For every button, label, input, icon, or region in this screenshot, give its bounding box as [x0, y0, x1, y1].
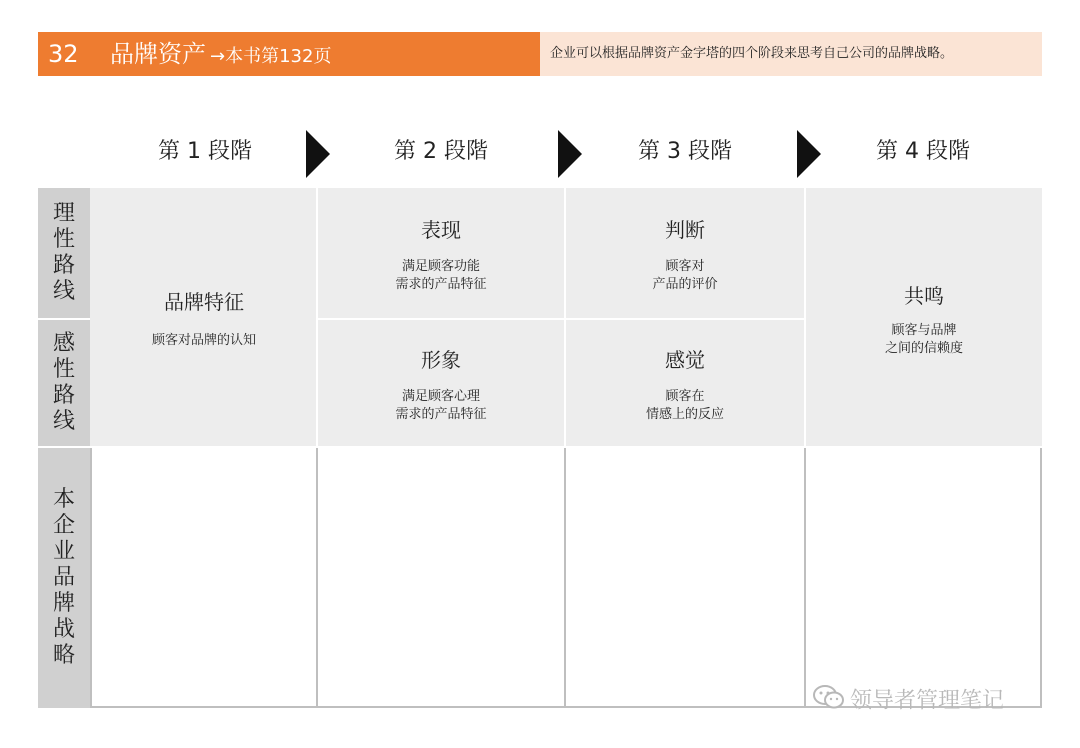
- side-label-emotional-text: 感性路线: [52, 331, 75, 434]
- side-label-emotional: [38, 320, 90, 446]
- stage2-rational-title: 表现: [421, 218, 461, 242]
- side-label-strategy-text: 本企业品牌战略: [52, 487, 75, 668]
- stage3-emotional-title: 感觉: [665, 348, 705, 372]
- watermark-text: 领导者管理笔记: [850, 688, 1005, 714]
- stage3-rational-desc: 顾客对 产品的评价: [652, 259, 718, 292]
- grid-divider: [318, 318, 804, 320]
- stage-1-label: 第 1 段階: [158, 139, 252, 164]
- stage3-emotional-desc: 顾客在 情感上的反应: [645, 389, 724, 422]
- side-label-rational-text: 理性路线: [52, 201, 75, 304]
- header-note: 企业可以根据品牌资产金字塔的四个阶段来思考自己公司的品牌战略。: [540, 32, 1042, 76]
- side-label-strategy: [38, 448, 90, 708]
- stage-3-label: 第 3 段階: [638, 139, 732, 164]
- page-title-text: 品牌资产: [110, 40, 206, 68]
- stage1-title: 品牌特征: [164, 290, 244, 314]
- page-number: 32: [48, 40, 79, 68]
- page-title: [110, 34, 331, 74]
- wechat-icon: [812, 684, 846, 719]
- stage3-rational-title: 判断: [665, 218, 705, 242]
- arrow-right-icon: [558, 130, 582, 178]
- stage2-rational-desc: 满足顾客功能 需求的产品特征: [395, 259, 487, 292]
- page-reference: →本书第132页: [210, 46, 332, 67]
- stage2-emotional-title: 形象: [421, 348, 461, 372]
- arrow-right-icon: [306, 130, 330, 178]
- stage4-title: 共鸣: [904, 284, 944, 308]
- stage4-desc: 顾客与品牌 之间的信赖度: [884, 323, 963, 356]
- watermark: [812, 684, 1004, 714]
- grid-border: [1040, 448, 1042, 708]
- strategy-cell-2[interactable]: [316, 448, 564, 706]
- stage2-emotional-desc: 满足顾客心理 需求的产品特征: [395, 389, 487, 422]
- strategy-cell-3[interactable]: [564, 448, 804, 706]
- side-label-rational: [38, 188, 90, 318]
- strategy-cell-1[interactable]: [90, 448, 316, 706]
- grid-divider: [804, 188, 806, 446]
- stage-4-label: 第 4 段階: [876, 139, 970, 164]
- stage1-desc: 顾客对品牌的认知: [151, 333, 256, 348]
- stage-2-label: 第 2 段階: [394, 139, 488, 164]
- strategy-cell-4[interactable]: [804, 448, 1040, 706]
